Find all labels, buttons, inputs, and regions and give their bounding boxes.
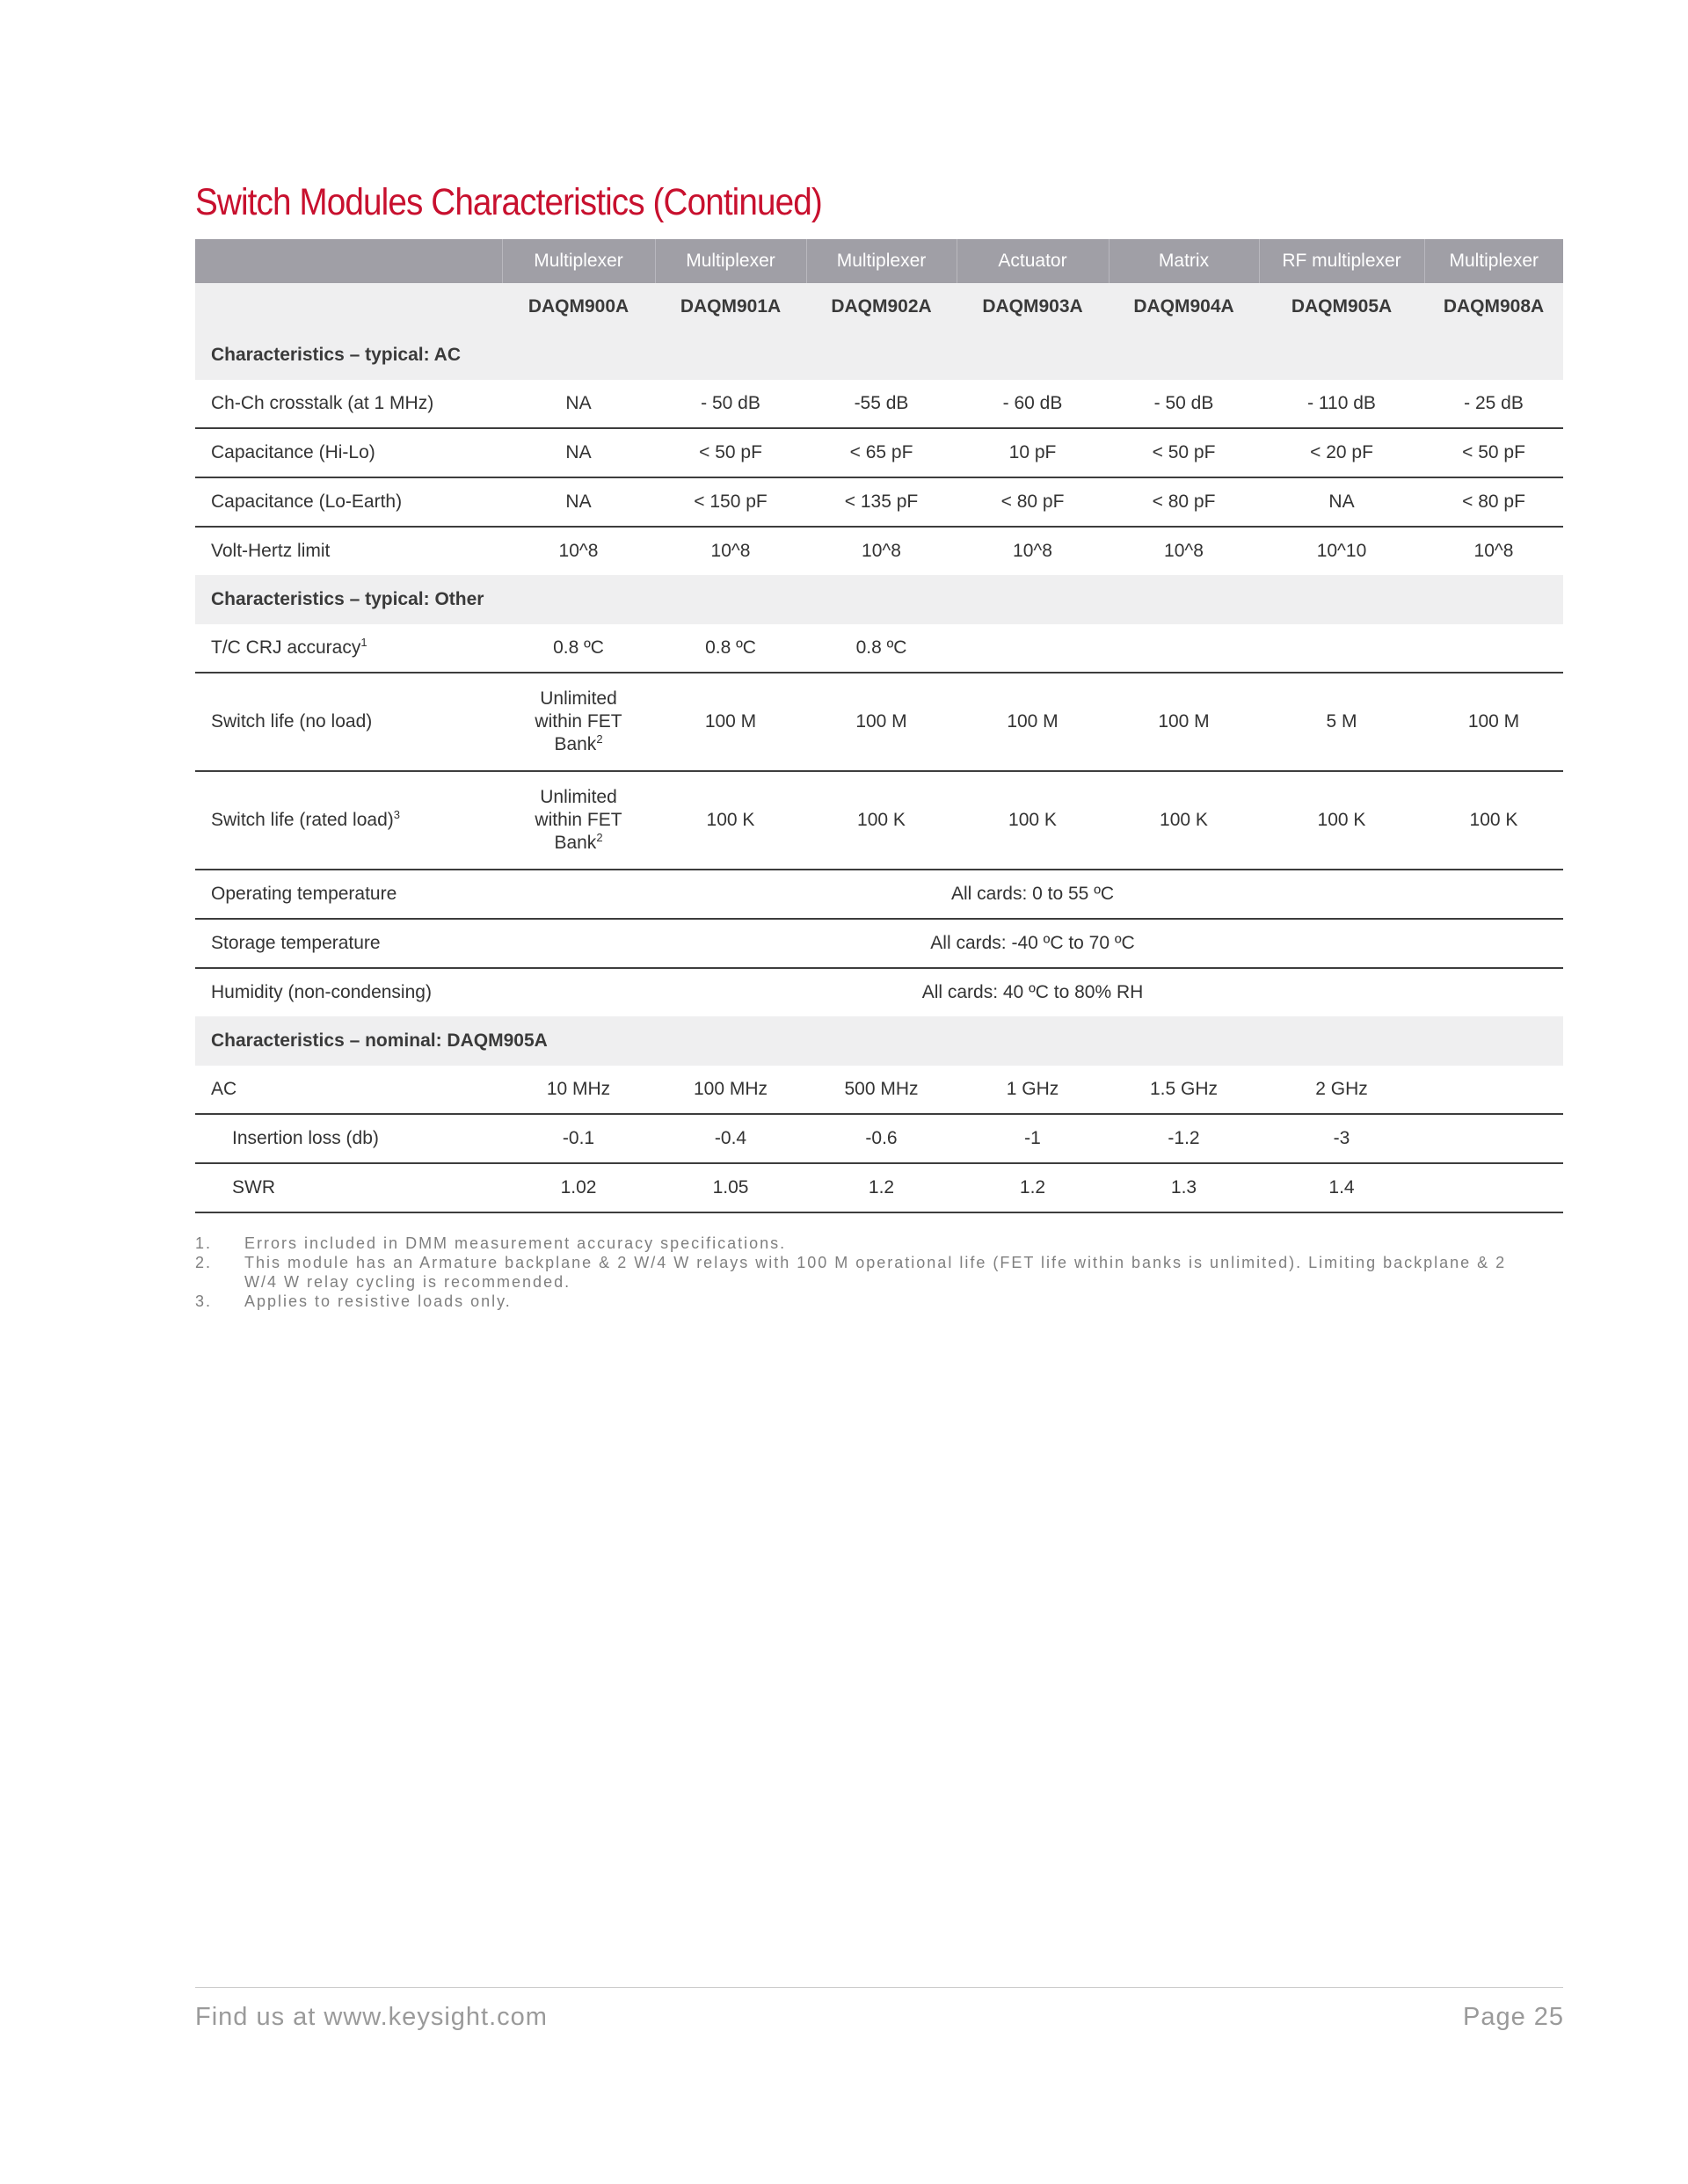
cell-line: Bank (554, 734, 597, 754)
table-row (195, 380, 1563, 428)
table-cell: 10^10 (1316, 541, 1367, 561)
table-cell: 100 K (1109, 771, 1259, 870)
table-cell: NA (502, 477, 655, 527)
table-row (195, 1163, 1563, 1212)
table-cell: 100 M (1424, 673, 1563, 771)
table-cell (1109, 624, 1259, 673)
section-title: Characteristics – typical: Other (195, 575, 1563, 624)
section-header-nominal (195, 1016, 1563, 1066)
model-header-row (195, 283, 1563, 331)
type-cell: Multiplexer (502, 239, 655, 283)
table-cell: -1.2 (1109, 1114, 1259, 1163)
section-title: Characteristics – nominal: DAQM905A (195, 1016, 1563, 1066)
section-header-ac (195, 331, 1563, 380)
table-cell: 1.5 GHz (1109, 1066, 1259, 1114)
header-corner-cell (195, 239, 502, 283)
section-title: Characteristics – typical: AC (195, 331, 1563, 380)
table-cell: 10 pF (957, 428, 1109, 477)
table-row (195, 1066, 1563, 1114)
table-cell: 10^8 (1164, 541, 1204, 561)
table-cell: < 135 pF (806, 477, 957, 527)
footer-website: Find us at www.keysight.com (195, 2003, 548, 2031)
table-cell: 1.02 (502, 1163, 655, 1212)
table-cell: 100 M (655, 673, 806, 771)
type-cell: RF multiplexer (1259, 239, 1424, 283)
row-label-text: T/C CRJ accuracy (211, 637, 361, 658)
footnote (195, 1253, 1514, 1292)
table-cell: 100 M (1109, 673, 1259, 771)
type-cell: Actuator (957, 239, 1109, 283)
table-cell: < 50 pF (655, 428, 806, 477)
cell-line: within FET (535, 711, 622, 732)
table-cell: < 80 pF (1109, 477, 1259, 527)
type-cell: Multiplexer (655, 239, 806, 283)
table-row (195, 477, 1563, 527)
table-cell: -3 (1259, 1114, 1424, 1163)
table-row (195, 968, 1563, 1016)
table-cell: NA (502, 428, 655, 477)
model-corner-cell (195, 283, 502, 331)
table-cell (1259, 624, 1424, 673)
table-cell: 10 MHz (502, 1066, 655, 1114)
table-cell: -0.6 (806, 1114, 957, 1163)
row-label: Capacitance (Lo-Earth) (195, 477, 502, 527)
table-cell: 1.4 (1259, 1163, 1424, 1212)
table-cell: 100 K (655, 771, 806, 870)
table-cell: < 50 pF (1109, 428, 1259, 477)
footnote-ref: 2 (596, 732, 603, 746)
footnote-text: Applies to resistive loads only. (244, 1292, 512, 1310)
footnotes (195, 1234, 1514, 1311)
footer-divider (195, 1987, 1563, 1988)
model-cell: DAQM904A (1109, 283, 1259, 331)
table-cell: 5 M (1259, 673, 1424, 771)
page-number: Page 25 (1463, 2003, 1565, 2031)
row-label: Volt-Hertz limit (211, 541, 331, 561)
module-type-header-row (195, 239, 1563, 283)
footnote (195, 1292, 1514, 1311)
table-cell: 100 K (806, 771, 957, 870)
model-cell: DAQM902A (806, 283, 957, 331)
table-row (195, 919, 1563, 968)
table-cell: 10^8 (710, 541, 751, 561)
footnote-number: 2. (195, 1254, 213, 1271)
page-title: Switch Modules Characteristics (Continued) (195, 181, 822, 223)
footnote-ref: 3 (393, 808, 400, 821)
row-label: Capacitance (Hi-Lo) (195, 428, 502, 477)
footnote-ref: 1 (360, 636, 367, 649)
characteristics-table (195, 239, 1563, 1213)
cell-line: Unlimited (540, 688, 617, 709)
table-cell: 500 MHz (806, 1066, 957, 1114)
row-label: AC (195, 1066, 502, 1114)
table-cell: 100 M (806, 673, 957, 771)
table-cell: -0.4 (655, 1114, 806, 1163)
table-cell: NA (502, 380, 655, 428)
table-cell: 0.8 ºC (806, 624, 957, 673)
table-cell: < 50 pF (1424, 428, 1563, 477)
section-header-other (195, 575, 1563, 624)
table-cell (957, 624, 1109, 673)
model-cell: DAQM908A (1424, 283, 1563, 331)
type-cell: Multiplexer (806, 239, 957, 283)
table-cell: 1 GHz (957, 1066, 1109, 1114)
table-row (195, 428, 1563, 477)
table-cell: - 50 dB (655, 380, 806, 428)
footnote-text: Errors included in DMM measurement accuracy specifications. (244, 1234, 787, 1252)
table-cell: -55 dB (806, 380, 957, 428)
row-label (195, 624, 502, 673)
table-cell: -1 (957, 1114, 1109, 1163)
table-cell: 100 MHz (655, 1066, 806, 1114)
table-cell (1424, 1163, 1563, 1212)
table-cell: 10^8 (558, 541, 599, 561)
cell-line: within FET (535, 810, 622, 830)
table-cell (502, 673, 655, 771)
table-cell: 1.3 (1109, 1163, 1259, 1212)
table-cell: All cards: -40 ºC to 70 ºC (502, 919, 1563, 968)
table-cell: - 110 dB (1259, 380, 1424, 428)
table-cell: 100 K (1259, 771, 1424, 870)
table-cell: 10^8 (1013, 541, 1052, 561)
table-cell: -0.1 (502, 1114, 655, 1163)
type-cell: Multiplexer (1424, 239, 1563, 283)
table-cell: - 60 dB (957, 380, 1109, 428)
row-label: Operating temperature (195, 870, 502, 919)
table-cell (1424, 624, 1563, 673)
table-cell: All cards: 40 ºC to 80% RH (921, 982, 1144, 1002)
table-cell: 0.8 ºC (655, 624, 806, 673)
model-cell: DAQM901A (655, 283, 806, 331)
table-cell: < 65 pF (806, 428, 957, 477)
row-label: Insertion loss (db) (195, 1114, 502, 1163)
table-cell: - 50 dB (1109, 380, 1259, 428)
footnote (195, 1234, 1514, 1253)
table-cell: - 25 dB (1424, 380, 1563, 428)
table-cell (502, 771, 655, 870)
footnote-number: 1. (195, 1234, 213, 1252)
table-cell: 2 GHz (1259, 1066, 1424, 1114)
table-row (195, 527, 1563, 575)
table-cell (1424, 1066, 1563, 1114)
table-cell (1424, 1114, 1563, 1163)
row-label: Humidity (non-condensing) (211, 982, 432, 1002)
table-cell: < 80 pF (957, 477, 1109, 527)
table-cell: 100 M (957, 673, 1109, 771)
table-cell: 100 K (1424, 771, 1563, 870)
row-label: SWR (195, 1163, 502, 1212)
row-label: Storage temperature (195, 919, 502, 968)
row-label (195, 771, 502, 870)
table-row (195, 771, 1563, 870)
row-label-text: Switch life (rated load) (211, 810, 394, 830)
table-cell: All cards: 0 to 55 ºC (502, 870, 1563, 919)
table-cell: < 150 pF (655, 477, 806, 527)
cell-line: Bank (554, 833, 597, 853)
table-row (195, 870, 1563, 919)
table-cell: 1.2 (806, 1163, 957, 1212)
row-label: Switch life (no load) (195, 673, 502, 771)
footnote-number: 3. (195, 1292, 213, 1310)
table-cell: NA (1259, 477, 1424, 527)
table-row (195, 1114, 1563, 1163)
table-cell: 1.2 (957, 1163, 1109, 1212)
table-cell: 100 K (957, 771, 1109, 870)
footnote-ref: 2 (596, 831, 603, 844)
table-cell: 10^8 (862, 541, 901, 561)
cell-line: Unlimited (540, 787, 617, 807)
table-cell: < 80 pF (1424, 477, 1563, 527)
table-row (195, 673, 1563, 771)
model-cell: DAQM900A (502, 283, 655, 331)
table-cell: 1.05 (655, 1163, 806, 1212)
table-row (195, 624, 1563, 673)
footnote-text: This module has an Armature backplane & 2 W/4 W relays with 100 M operational life (FET life within banks is unlimited). Limiting backplane & 2 W/4 W relay cycling is recommended. (244, 1254, 1507, 1291)
row-label: Ch-Ch crosstalk (at 1 MHz) (195, 380, 502, 428)
model-cell: DAQM905A (1259, 283, 1424, 331)
table-cell: 10^8 (1473, 541, 1514, 561)
table-cell: < 20 pF (1259, 428, 1424, 477)
table-cell: 0.8 ºC (502, 624, 655, 673)
model-cell: DAQM903A (957, 283, 1109, 331)
type-cell: Matrix (1109, 239, 1259, 283)
